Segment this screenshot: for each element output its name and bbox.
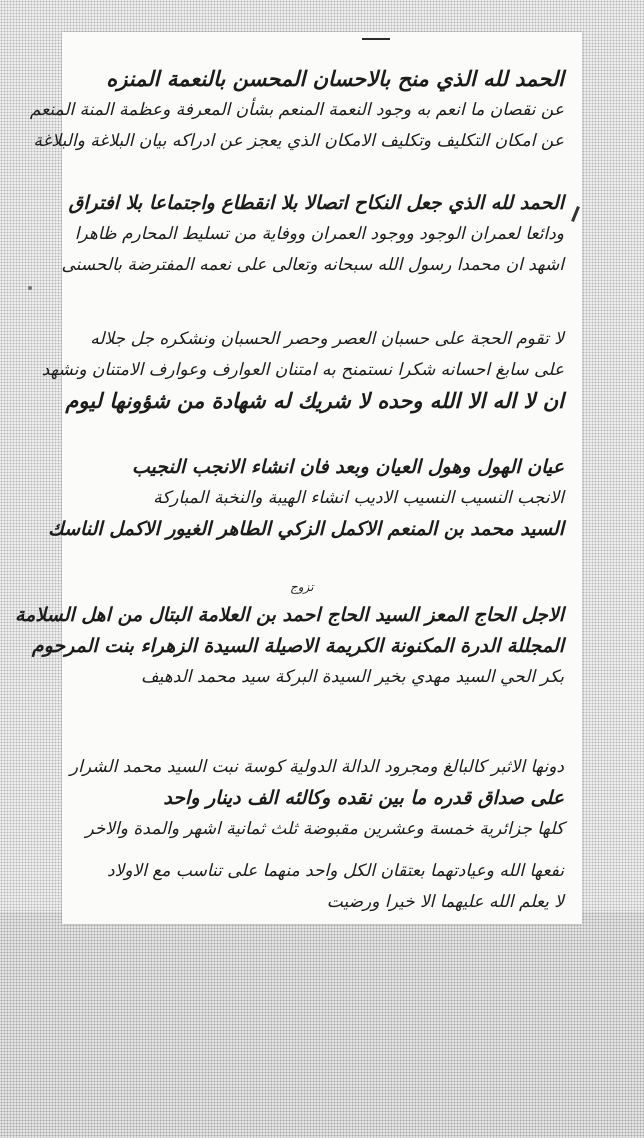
- manuscript-paragraph: [29, 64, 564, 157]
- manuscript-paragraph: [48, 452, 564, 545]
- interlinear-note: تزوج: [290, 580, 314, 594]
- manuscript-line: الانجب النسيب النسيب الاديب انشاء الهيبة والنخبة المباركة: [153, 488, 564, 508]
- manuscript-line: الحمد لله الذي جعل النكاح اتصالا بلا انقطاع واجتماعا بلا افتراق: [68, 192, 564, 214]
- manuscript-line: نفعها الله وعيادتهما بعتقان الكل واحد منهما على تناسب مع الاولاد: [107, 861, 564, 881]
- manuscript-line: الحمد لله الذي منح بالاحسان المحسن بالنعمة المنزه: [106, 67, 564, 91]
- halftone-bottom-band: [0, 912, 644, 1138]
- manuscript-line: لا يعلم الله عليهما الا خيرا ورضيت: [326, 892, 564, 912]
- manuscript-line: اشهد ان محمدا رسول الله سبحانه وتعالى على نعمه المفترضة بالحسنى: [61, 255, 564, 275]
- manuscript-line: السيد محمد بن المنعم الاكمل الزكي الطاهر الغيور الاكمل الناسك: [48, 518, 564, 540]
- manuscript-line: المجللة الدرة المكنونة الكريمة الاصيلة السيدة الزهراء بنت المرحوم: [31, 635, 564, 657]
- manuscript-paragraph: [92, 856, 564, 918]
- manuscript-paragraph: [69, 752, 564, 845]
- manuscript-line: كلها جزائرية خمسة وعشرين مقبوضة ثلث ثمانية اشهر والمدة والاخر: [85, 819, 564, 839]
- top-rule: [362, 38, 390, 40]
- manuscript-line: ودائعا لعمران الوجود ووجود العمران ووفاية من تسليط المحارم ظاهرا: [74, 224, 564, 244]
- manuscript-paragraph: [41, 324, 564, 417]
- manuscript-paragraph: [14, 600, 564, 693]
- manuscript-line: عن نقصان ما انعم به وجود النعمة المنعم بشأن المعرفة وعظمة المنة المنعم: [29, 100, 564, 120]
- manuscript-line: الاجل الحاج المعز السيد الحاج احمد بن العلامة البتال من اهل السلامة: [14, 604, 564, 626]
- manuscript-line: بكر الحي السيد مهدي بخير السيدة البركة سيد محمد الدهيف: [141, 667, 564, 687]
- manuscript-line: دونها الاثبر كالبالغ ومجرود الدالة الدولية كوسة نبت السيد محمد الشرار: [69, 757, 564, 777]
- manuscript-line: عيان الهول وهول العيان وبعد فان انشاء الانجب النجيب: [131, 456, 564, 478]
- manuscript-line: لا تقوم الحجة على حسبان العصر وحصر الحسبان ونشكره جل جلاله: [90, 329, 564, 349]
- manuscript-paragraph: [61, 188, 564, 281]
- manuscript-line: على صداق قدره ما بين نقده وكالئه الف دينار واحد: [163, 787, 564, 809]
- manuscript-line: عن امكان التكليف وتكليف الامكان الذي يعجز عن ادراكه بيان البلاغة والبلاغة: [33, 131, 564, 151]
- ink-speck: [28, 286, 32, 290]
- manuscript-line: على سابغ احسانه شكرا نستمنح به امتنان العوارف وعوارف الامتنان ونشهد: [41, 360, 564, 380]
- manuscript-line: ان لا اله الا الله وحده لا شريك له شهادة من شؤونها ليوم: [65, 389, 564, 413]
